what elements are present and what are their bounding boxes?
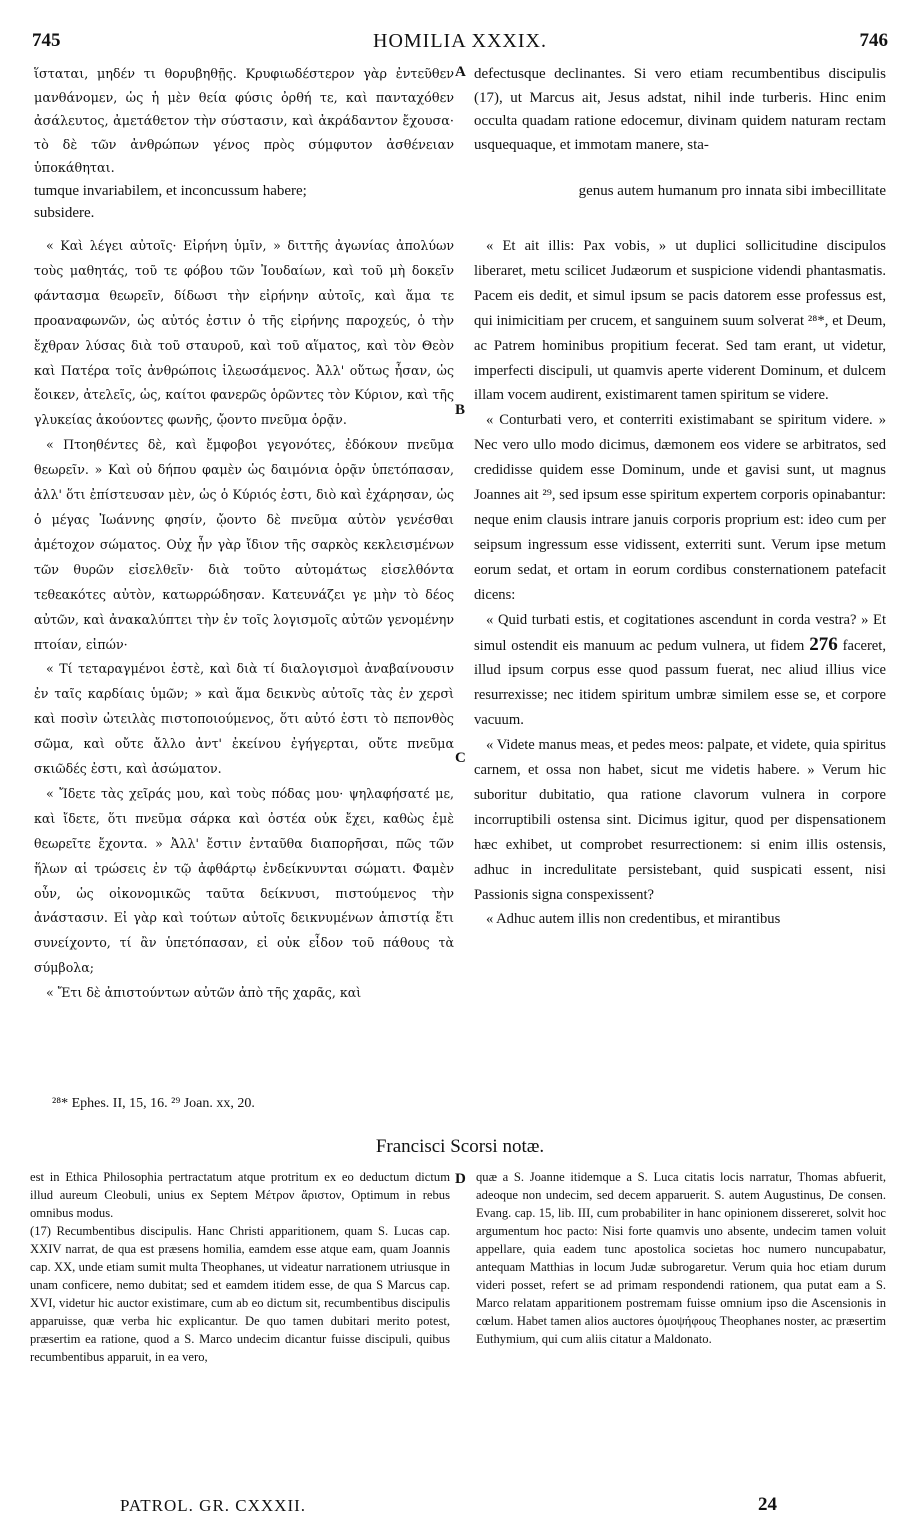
latin-paragraph: « Et ait illis: Pax vobis, » ut duplici sollicitudine discipulos liberaret, metu scilicet Judæorum et suspicione videndi phantasmatis. Pacem eis dedit, et simul ipsum se pacis datorem esse professus est, qui inimicitiam per crucem, et sanguinem suum solverat ²⁸*, et Deum, ac Patrem hominibus propitium fecerat. Sed tam erant, ut videtur, imperfecti discipuli, ut quamvis aperte viderent Dominum, et dulcem illam vocem audirent, existimarent tamen spiritum se videre. bbox=[474, 238, 886, 404]
latin-paragraph: « Conturbati vero, et conterriti existimabant se spiritum videre. » Nec vero ullo modo dicimus, dæmonem eos videre se arbitratos, sed credidisse quidem esse Dominum, unde et gavisi sunt, ut magnus Joannes ait ²⁹, sed ipsum esse spiritum expertem corporis opinabantur: neque enim clausis intrare januis corporis proprium est: ideo cum per seipsum ingressum esse vidissent, exterriti sunt. Verum ipse metum eorum sedat, et ortam in eorum cordibus consternationem patefacit dicens: bbox=[474, 412, 886, 603]
latin-paragraph: defectusque declinantes. Si vero etiam recumbentibus discipulis (17), ut Marcus ait, Jesus adstat, nihil inde turberis. Hinc enim occulta quadam ratione edocemur, divinam quidem naturam rectam usquequaque, et immotam manere, sta- bbox=[474, 66, 886, 153]
signature-number: 24 bbox=[758, 1494, 777, 1515]
footnotes: ²⁸* Ephes. II, 15, 16. ²⁹ Joan. xx, 20. bbox=[52, 1096, 255, 1111]
notes-left-column bbox=[30, 1168, 450, 1366]
page-number-left: 745 bbox=[32, 30, 61, 51]
greek-paragraph: « Ἴδετε τὰς χεῖράς μου, καὶ τοὺς πόδας μου· ψηλαφήσατέ με, καὶ ἴδετε, ὅτι πνεῦμα σάρκα καὶ ὀστέα οὐκ ἔχει, καθὼς ἐμὲ θεωρεῖτε ἔχοντα. » Ἀλλ' ἔστιν ἐνταῦθα διαπορῆσαι, πῶς τῶν ἥλων αἱ τρώσεις ἐν τῷ ἀφθάρτῳ ἐνδείκνυνται σώματι. Φαμὲν οὖν, ὡς οἰκονομικῶς ταῦτα δείκνυσι, πιστούμενος τὴν ἀνάστασιν. Εἰ γὰρ καὶ τούτων αὐτοῖς δεικνυμένων ἀπιστίᾳ ἔτι συνείχοντο, τί ἂν ὑπετόπασαν, εἰ οὐκ εἶδον τοῦ πάθους τὰ σύμβολα; bbox=[34, 785, 454, 976]
margin-marker-b: B bbox=[455, 402, 466, 418]
latin-paragraph: « Adhuc autem illis non credentibus, et mirantibus bbox=[486, 911, 781, 928]
note-paragraph: (17) Recumbentibus discipulis. Hanc Christi apparitionem, quam S. Lucas cap. XXIV narrat, de qua est præsens homilia, eamdem esse atque eam, quam Joannis cap. XX, unde etiam sumit multa Theophanes, ut videatur narrationem utriusque in unam conficere, nemo dubitat; sed et eamdem itidem esse, de qua S Marcus cap. XVI, videtur hic auctor existimare, cum ab eo dictum sit, recumbentibus discipulis apparuisse, quæ verba hic explicantur. De quo tamen dubitari merito potest, præsertim ea ratione, quod a S. Marco undecim dicantur fuisse discipuli, quibus recumbentibus apparuit, in ea vero, bbox=[30, 1224, 450, 1364]
greek-paragraph: « Ἔτι δὲ ἀπιστούντων αὐτῶν ἀπὸ τῆς χαρᾶς, καὶ bbox=[46, 985, 362, 1001]
running-title: HOMILIA XXXIX. bbox=[373, 30, 547, 52]
page-number-right: 746 bbox=[859, 30, 888, 51]
notes-right-column bbox=[476, 1168, 886, 1348]
greek-column-body bbox=[34, 234, 454, 1006]
margin-marker-c: C bbox=[455, 750, 466, 766]
greek-paragraph: « Πτοηθέντες δὲ, καὶ ἔμφοβοι γεγονότες, ἐδόκουν πνεῦμα θεωρεῖν. » Καὶ οὐ δήπου φαμὲν ὡς δαιμόνια ὁρᾷν ὑπετόπασαν, ἀλλ' ὅτι ἐπίστευσαν μὲν, ὡς ὁ Κύριός ἐστι, διὸ καὶ ἐχάρησαν, ὡς ὁ μέγας Ἰωάννης φησίν, ᾤοντο δὲ πνεῦμα αὐτὸν γενέσθαι ἀμέτοχον σώματος. Οὐχ ἦν γὰρ ἴδιον τῆς σαρκὸς κεκλεισμένων τῶν θυρῶν εἰσελθεῖν· διὰ τοῦτο αὐτομάτως εἰσελθόντα τεθεακότες αὐτὸν, κατωρρώδησαν. Κατευνάζει γε μὴν τὸ δέος αὐτῶν, καὶ ἀνακαλύπτει τὴν ἐν τοῖς λογισμοῖς αὐτῶν γενομένην πτοίαν, εἰπών· bbox=[34, 437, 454, 652]
latin-column-top bbox=[474, 63, 886, 157]
bridge-line bbox=[34, 180, 886, 224]
latin-column-body bbox=[474, 234, 886, 932]
column-number: 276 bbox=[809, 633, 838, 655]
running-header bbox=[30, 30, 890, 56]
greek-paragraph: ἵσταται, μηδέν τι θορυβηθῇς. Κρυφιωδέστερον γὰρ ἐντεῦθεν μανθάνομεν, ὡς ἡ μὲν θεία φύσις ὀρθή τε, καὶ πανταχόθεν ἀσάλευτος, ἀμετάθετον τὴν σύστασιν, καὶ ἀκράδαντον ἔχουσα· τὸ δὲ τῶν ἀνθρώπων γένος πρὸς σύμφυτον ἀσθένειαν ὑποκάθηται. bbox=[34, 67, 454, 177]
latin-text: faceret, illud ipsum corpus esse quod passum fuerat, nec aliud illius vice resurrexisse; nec itidem spiritum umbræ similem esse se, et corpore vacuum. bbox=[474, 637, 886, 729]
bridge-right-text: genus autem humanum pro innata sibi imbecillitate bbox=[578, 183, 886, 199]
greek-paragraph: « Τί τεταραγμένοι ἐστὲ, καὶ διὰ τί διαλογισμοὶ ἀναβαίνουσιν ἐν ταῖς καρδίαις ὑμῶν; » καὶ ἅμα δεικνὺς αὐτοῖς τὰς ἐν χερσὶ καὶ ποσὶν ὠτειλὰς πιστοποιούμενος, ὅτι αὐτό ἐστι τὸ πεπονθὸς σῶμα, καὶ οὔτε ἄλλο ἀντ' ἐκείνου ἐγήγερται, οὔτε πνεῦμα σκιῶδές ἐστι, καὶ ἀσώματον. bbox=[34, 661, 454, 777]
notes-title: Francisci Scorsi notæ. bbox=[375, 1136, 545, 1157]
margin-marker-a: A bbox=[455, 64, 466, 80]
bridge-left-text: tumque invariabilem, et inconcussum habere; bbox=[34, 183, 307, 199]
signature-mark: PATROL. GR. CXXXII. bbox=[120, 1496, 307, 1515]
greek-paragraph: « Καὶ λέγει αὐτοῖς· Εἰρήνη ὑμῖν, » διττῆς ἀγωνίας ἀπολύων τοὺς μαθητάς, τοῦ τε φόβου τῶν Ἰουδαίων, καὶ τοῦ μὴ δοκεῖν φάντασμα θεωρεῖν, δίδωσι τὴν εἰρήνην αὐτοῖς, καὶ ἅμα τε προαναφωνῶν, ὡς αὐτός ἐστιν ὁ τῆς εἰρήνης παροχεύς, ὁ τὴν ἔχθραν λύσας διὰ τοῦ σταυροῦ, καὶ τοῦ αἵματος, καὶ τὸν Θεὸν καὶ Πατέρα τοῖς ἀνθρώποις ἱλεωσάμενος. Ἀλλ' οὕτως ἦσαν, ὡς ἔοικεν, ἀτελεῖς, ὡς, καίτοι φανερῶς ὁρῶντες τὸν Κύριον, καὶ τῆς γλυκείας ἀκούοντες φωνῆς, ᾤοντο πνεῦμα ὁρᾷν. bbox=[34, 238, 454, 428]
latin-paragraph: « Videte manus meas, et pedes meos: palpate, et videte, quia spiritus carnem, et ossa non habet, sicut me videtis habere. » Verum hic suboritur dubitatio, qua ratione clavorum vulnera in corpore incorruptibili ostensa sint. Dicimus igitur, quod per dispensationem hæc exhibet, ut comprobet resurrectionem: si enim illis ostensis, adhuc in incredulitate persistebant, quid suspicati essent, nisi Passionis signa conspexissent? bbox=[474, 737, 886, 903]
greek-column-top bbox=[34, 63, 454, 181]
bridge-second-line: subsidere. bbox=[34, 205, 95, 221]
note-paragraph: quæ a S. Joanne itidemque a S. Luca citatis locis narratur, Thomas abfuerit, adeoque non undecim, sed decem apparuerit. S. autem Augustinus, De consen. Evang. cap. 15, lib. III, cum probabiliter in hanc opinionem dissereret, solvit hoc argumentum hoc pacto: Nisi forte quamvis uno absente, undecim tamen voluit appellare, quia eadem tunc apostolica societas hoc numero nuncupabatur, antequam Matthias in locum Judæ subrogaretur. Verum quia hoc etiam durum videri posset, refert se ad primam respondendi rationem, qua putat eam a S. Marco relatam apparitionem postremam fuisse omnium ipso die Ascensionis in cœlum. Habet tamen alios auctores ὁμοψήφους Theophanes noster, ac præsertim Euthymium, qui cum aliis citatur a Maldonato. bbox=[476, 1170, 886, 1346]
latin-text: « Quid turbati estis, et cogitationes ascendunt in corda vestra? » Et simul ostendit eis manuum ac pedum vulnera, ut fidem bbox=[474, 611, 886, 654]
note-paragraph: est in Ethica Philosophia pertractatum atque protritum ex eo deductum dictum illud aureum Cleobuli, unius ex Septem Μέτρον ἄριστον, Optimum in rebus omnibus modus. bbox=[30, 1170, 450, 1220]
latin-paragraph bbox=[474, 608, 886, 734]
margin-marker-d: D bbox=[455, 1171, 466, 1187]
